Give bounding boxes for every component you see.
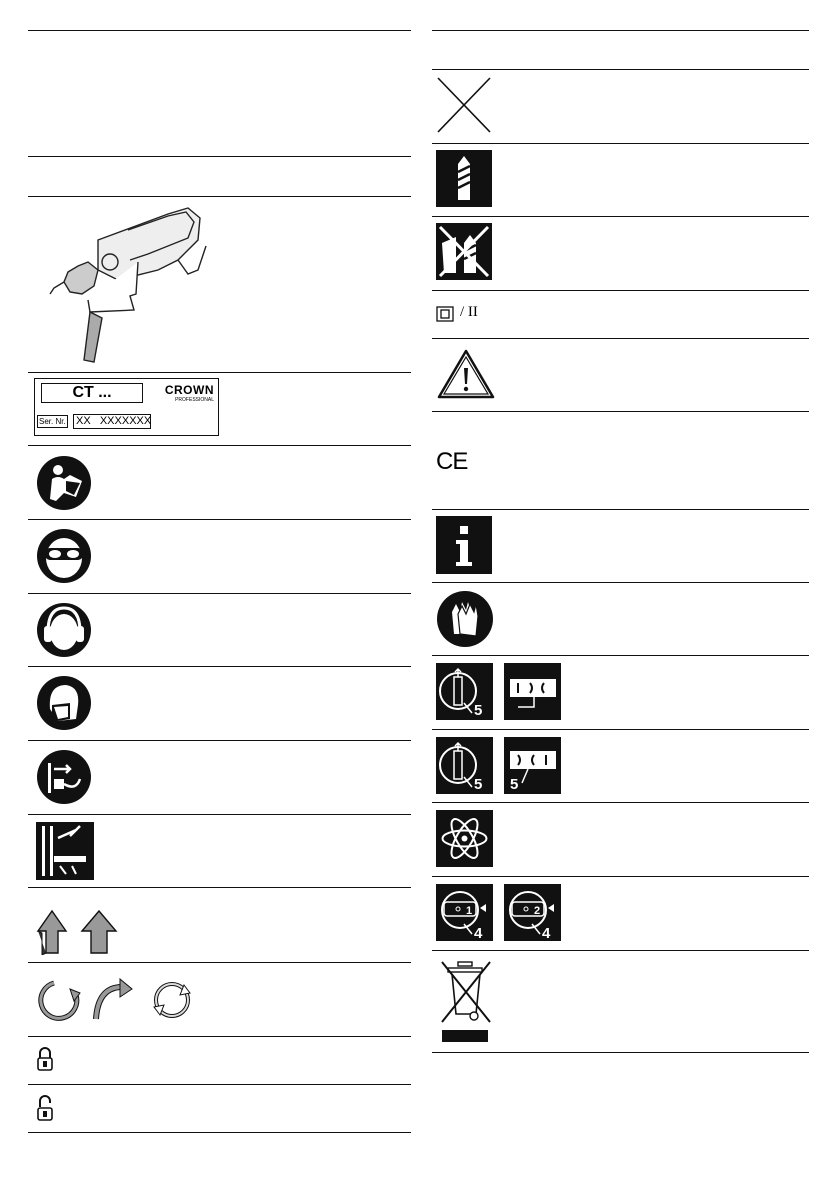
gear-select-icon	[504, 737, 561, 794]
speed-label: 5	[474, 776, 483, 793]
speed-select-icon	[436, 663, 493, 720]
gloves-icon	[436, 590, 494, 648]
speed-label: 5	[510, 776, 519, 793]
mode-switch-icon	[436, 884, 493, 941]
speed-label: 4	[542, 925, 551, 941]
lock-open-icon	[36, 1094, 54, 1122]
gear-select-icon	[504, 663, 561, 720]
not-allowed-icon	[436, 76, 492, 134]
brand-subtitle: PROFESSIONAL	[175, 397, 214, 403]
mode-label: 2	[534, 905, 541, 917]
drill-bit-icon	[436, 150, 492, 207]
divider	[432, 1052, 809, 1053]
divider	[28, 962, 411, 963]
eye-protection-icon	[36, 528, 92, 584]
serial-value: XX XXXXXXX	[73, 414, 151, 429]
divider	[432, 338, 809, 339]
mode-switch-icon	[504, 884, 561, 941]
read-manual-icon	[36, 455, 92, 511]
dust-mask-icon	[36, 675, 92, 731]
divider	[28, 30, 411, 31]
divider	[28, 740, 411, 741]
class-ii-icon	[436, 306, 454, 322]
power-tool-illustration	[38, 200, 218, 368]
rotation-icon	[34, 975, 214, 1025]
brand-logo: CROWN	[164, 383, 214, 397]
unplug-icon	[36, 749, 92, 805]
divider	[28, 1084, 411, 1085]
divider	[432, 802, 809, 803]
divider	[28, 1132, 411, 1133]
lock-closed-icon	[36, 1046, 54, 1072]
divider	[28, 593, 411, 594]
divider	[432, 729, 809, 730]
speed-label: 5	[474, 702, 483, 719]
mode-label: 1	[466, 905, 473, 917]
divider	[28, 372, 411, 373]
speed-label: 4	[474, 925, 483, 941]
divider	[432, 411, 809, 412]
ce-mark: CE	[436, 448, 468, 475]
divider	[432, 69, 809, 70]
no-drilling-icon	[436, 223, 492, 280]
divider	[28, 519, 411, 520]
divider	[432, 950, 809, 951]
direction-arrows-icon	[34, 895, 124, 955]
divider	[28, 666, 411, 667]
divider	[432, 509, 809, 510]
rating-plate	[34, 378, 219, 436]
divider	[28, 1036, 411, 1037]
divider	[432, 290, 809, 291]
divider	[28, 445, 411, 446]
class-ii-label: / II	[460, 304, 478, 320]
hidden-wiring-icon	[36, 822, 94, 880]
model-label: CT ...	[41, 383, 143, 403]
info-icon	[436, 516, 492, 574]
divider	[432, 582, 809, 583]
speed-select-icon	[436, 737, 493, 794]
warning-icon	[436, 348, 496, 400]
divider	[432, 216, 809, 217]
serial-label: Ser. Nr.	[39, 417, 66, 426]
ear-protection-icon	[36, 602, 92, 658]
divider	[432, 655, 809, 656]
divider	[432, 876, 809, 877]
divider	[28, 887, 411, 888]
divider	[28, 814, 411, 815]
divider	[432, 143, 809, 144]
divider	[28, 196, 411, 197]
divider	[28, 156, 411, 157]
weee-bin-icon	[438, 958, 494, 1044]
atom-icon	[436, 810, 493, 867]
divider	[432, 30, 809, 31]
